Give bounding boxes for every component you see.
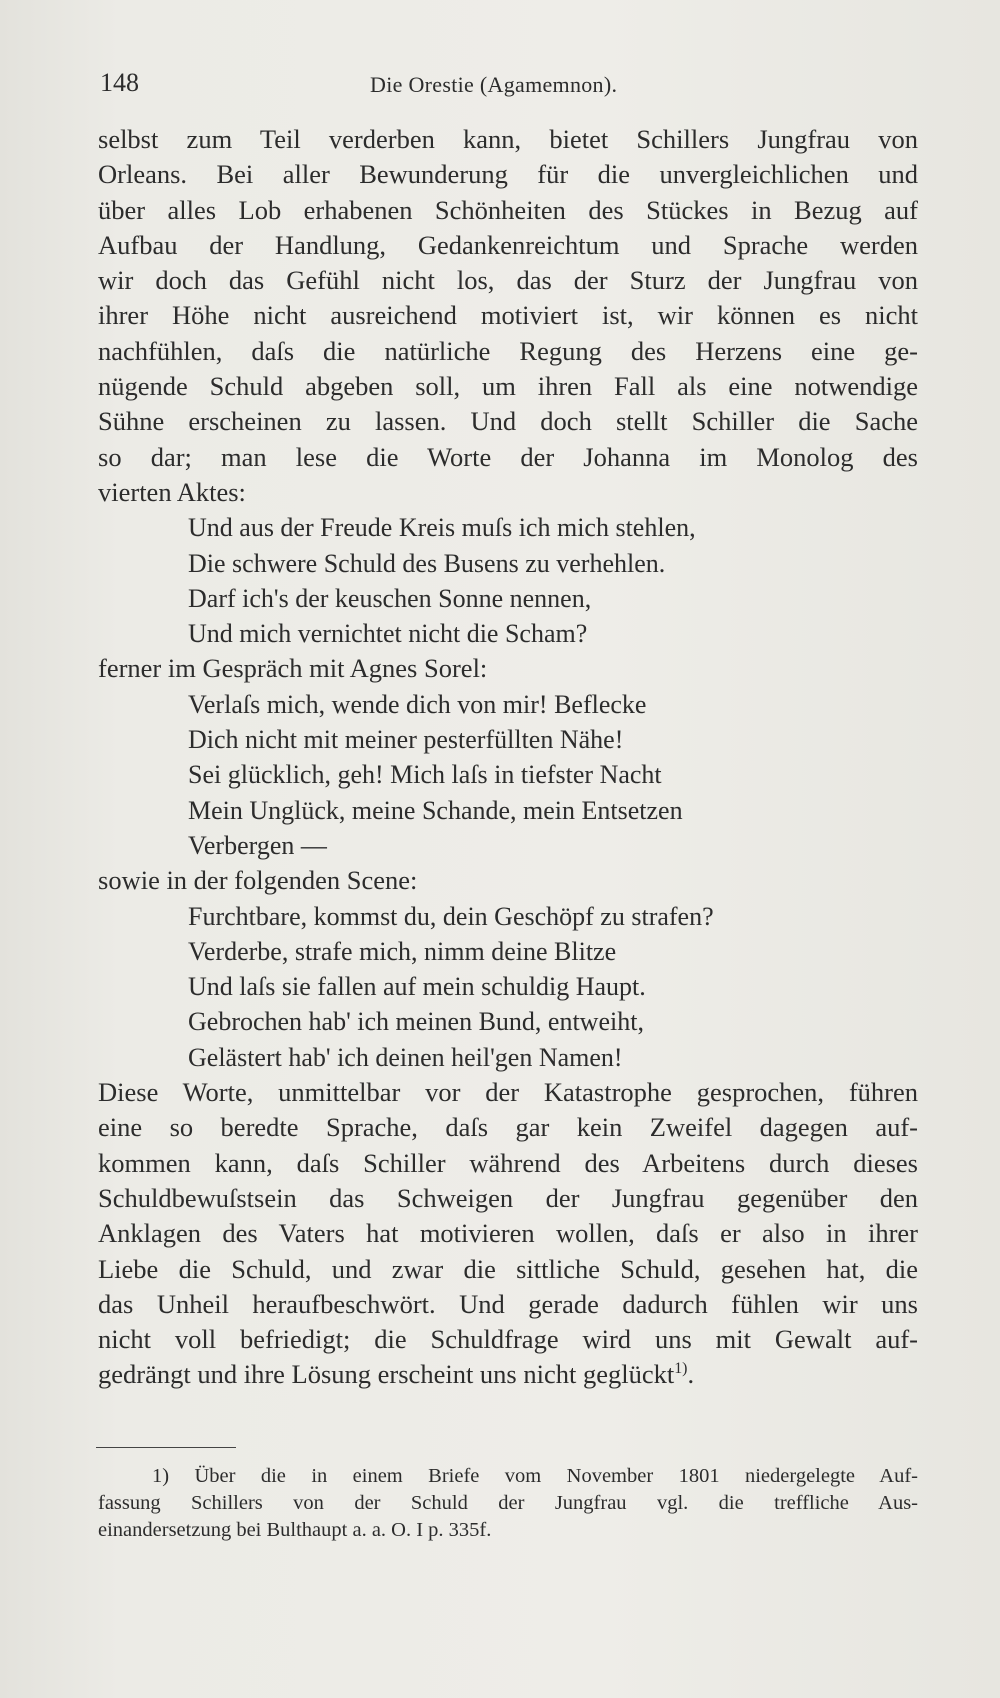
page-number: 148 bbox=[100, 68, 139, 97]
text-line: Aufbau der Handlung, Gedankenreichtum und Sprache werden bbox=[98, 229, 918, 260]
text-line: ferner im Gespräch mit Agnes Sorel: bbox=[98, 653, 488, 684]
text-line: wir doch das Gefühl nicht los, das der Sturz der Jungfrau von bbox=[98, 265, 918, 296]
footnote-line: 1) Über die in einem Briefe vom November 1801 niedergelegte Auf- bbox=[152, 1465, 918, 1487]
verse-line: Sei glücklich, geh! Mich laſs in tiefster Nacht bbox=[188, 760, 662, 790]
text-line: über alles Lob erhabenen Schönheiten des Stückes in Bezug auf bbox=[98, 194, 918, 225]
footnotes bbox=[98, 1463, 918, 1544]
text-line: eine so beredte Sprache, daſs gar kein Zweifel dagegen auf- bbox=[98, 1112, 918, 1143]
text-line: sowie in der folgenden Scene: bbox=[98, 865, 418, 896]
text-line: vierten Aktes: bbox=[98, 476, 246, 507]
verse-line: Darf ich's der keuschen Sonne nennen, bbox=[188, 583, 592, 613]
text-line: Diese Worte, unmittelbar vor der Katastrophe gesprochen, führen bbox=[98, 1077, 918, 1108]
verse-line: Verlaſs mich, wende dich von mir! Beflecke bbox=[188, 689, 647, 719]
verse-line: Furchtbare, kommst du, dein Geschöpf zu strafen? bbox=[188, 901, 714, 931]
text-line: kommen kann, daſs Schiller während des Arbeitens durch dieses bbox=[98, 1147, 918, 1178]
text-segment: . bbox=[687, 1359, 695, 1390]
verse-line: Mein Unglück, meine Schande, mein Entsetzen bbox=[188, 795, 683, 825]
text-line: das Unheil heraufbeschwört. Und gerade dadurch fühlen wir uns bbox=[98, 1288, 918, 1319]
verse-line: Dich nicht mit meiner pesterfüllten Nähe! bbox=[188, 725, 624, 755]
running-title: Die Orestie (Agamemnon). bbox=[370, 72, 618, 97]
verse-line: Und aus der Freude Kreis muſs ich mich stehlen, bbox=[188, 513, 696, 543]
page-header bbox=[100, 68, 920, 108]
text-line: Sühne erscheinen zu lassen. Und doch stellt Schiller die Sache bbox=[98, 406, 918, 437]
text-line: nicht voll befriedigt; die Schuldfrage wird uns mit Gewalt auf- bbox=[98, 1324, 918, 1355]
text-line bbox=[98, 1357, 918, 1392]
text-line: Orleans. Bei aller Bewunderung für die unvergleichlichen und bbox=[98, 159, 918, 190]
text-line: nügende Schuld abgeben soll, um ihren Fall als eine notwendige bbox=[98, 371, 918, 402]
verse-line: Gelästert hab' ich deinen heil'gen Namen! bbox=[188, 1042, 623, 1072]
verse-line: Verderbe, strafe mich, nimm deine Blitze bbox=[188, 936, 617, 966]
text-line: Anklagen des Vaters hat motivieren wollen, daſs er also in ihrer bbox=[98, 1218, 918, 1249]
footnote-marker: 1) bbox=[674, 1360, 688, 1378]
footnote-line: einandersetzung bei Bulthaupt a. a. O. I p. 335f. bbox=[98, 1519, 492, 1541]
main-text bbox=[98, 122, 918, 1393]
verse-line: Die schwere Schuld des Busens zu verhehlen. bbox=[188, 548, 666, 578]
verse-line: Verbergen — bbox=[188, 830, 327, 860]
footnote-line: fassung Schillers von der Schuld der Jungfrau vgl. die treffliche Aus- bbox=[98, 1492, 918, 1514]
text-line: nachfühlen, daſs die natürliche Regung des Herzens eine ge- bbox=[98, 335, 918, 366]
text-segment: gedrängt und ihre Lösung erscheint uns nicht geglückt bbox=[98, 1359, 675, 1390]
verse-line: Und laſs sie fallen auf mein schuldig Haupt. bbox=[188, 972, 646, 1002]
verse-line: Und mich vernichtet nicht die Scham? bbox=[188, 619, 588, 649]
text-line: Schuldbewuſstsein das Schweigen der Jungfrau gegenüber den bbox=[98, 1182, 918, 1213]
text-line: Liebe die Schuld, und zwar die sittliche Schuld, gesehen hat, die bbox=[98, 1253, 918, 1284]
verse-line: Gebrochen hab' ich meinen Bund, entweiht, bbox=[188, 1007, 644, 1037]
text-line: so dar; man lese die Worte der Johanna im Monolog des bbox=[98, 441, 918, 472]
footnote-rule bbox=[96, 1447, 236, 1448]
text-line: selbst zum Teil verderben kann, bietet Schillers Jungfrau von bbox=[98, 124, 918, 154]
text-line: ihrer Höhe nicht ausreichend motiviert ist, wir können es nicht bbox=[98, 300, 918, 331]
